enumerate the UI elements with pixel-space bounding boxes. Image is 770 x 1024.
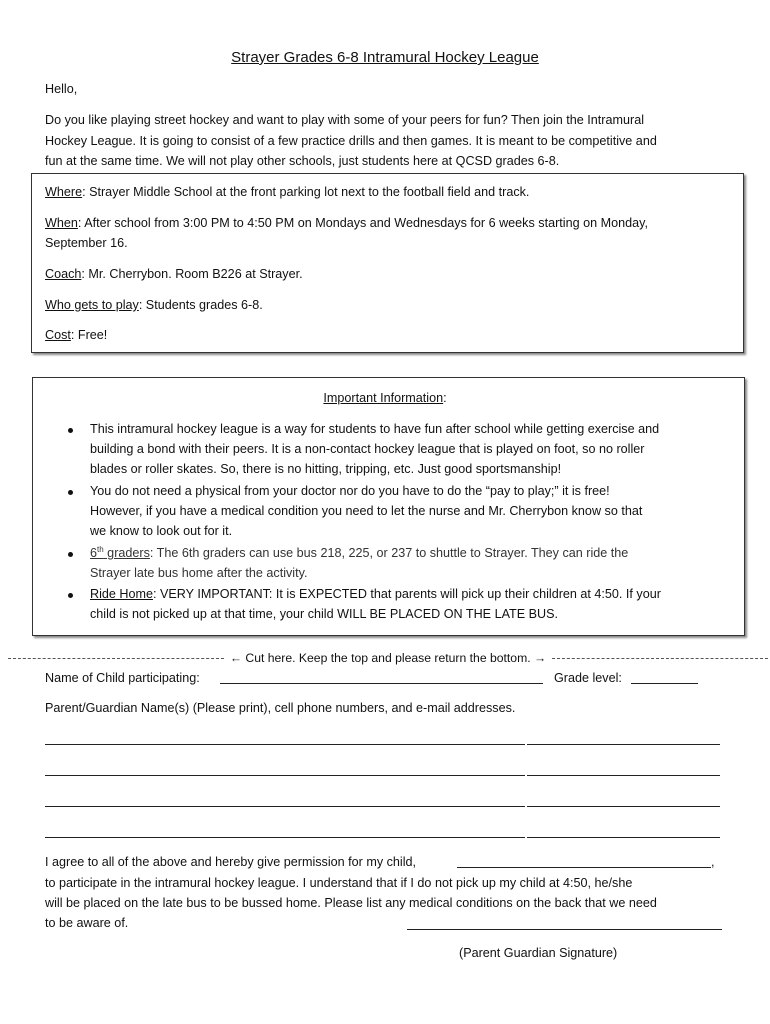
where-text: : Strayer Middle School at the front parking lot next to the football field and track.: [82, 185, 530, 199]
when-text: : After school from 3:00 PM to 4:50 PM on Mondays and Wednesdays for 6 weeks starting on Monday,: [77, 216, 648, 230]
signature-field[interactable]: [407, 929, 722, 930]
agreement-line: to participate in the intramural hockey league. I understand that if I do not pick up my child at 4:50, he/she: [45, 876, 633, 890]
parent-contact-field[interactable]: [527, 837, 720, 838]
document-title: Strayer Grades 6-8 Intramural Hockey League: [231, 49, 539, 66]
grade-level-label: Grade level:: [554, 671, 622, 685]
agreement-comma: ,: [711, 855, 715, 869]
ride-home-label: Ride Home: [90, 587, 153, 601]
bullet-text: You do not need a physical from your doctor nor do you have to do the “pay to play;” it is free!: [90, 484, 610, 498]
who-text: : Students grades 6-8.: [138, 298, 263, 312]
agreement-line: I agree to all of the above and hereby give permission for my child,: [45, 855, 417, 869]
sixth-graders-label: 6th graders: [90, 545, 150, 561]
cost-label: Cost: [45, 328, 71, 342]
cost-line: [45, 328, 107, 342]
child-name-field[interactable]: [220, 683, 543, 684]
agreement-line: to be aware of.: [45, 916, 129, 930]
bullet-text: Strayer late bus home after the activity.: [90, 566, 308, 580]
greeting: Hello,: [45, 82, 78, 96]
coach-text: : Mr. Cherrybon. Room B226 at Strayer.: [81, 267, 303, 281]
bullet-text: This intramural hockey league is a way for students to have fun after school while getting exercise and: [90, 422, 660, 436]
dashed-divider: [8, 658, 224, 659]
where-label: Where: [45, 185, 83, 199]
bullet-icon: [68, 428, 73, 433]
when-label: When: [45, 216, 78, 230]
cost-text: : Free!: [70, 328, 108, 342]
agreement-line: will be placed on the late bus to be bussed home. Please list any medical conditions on the back that we need: [45, 896, 657, 910]
parent-contact-field[interactable]: [527, 744, 720, 745]
bullet-icon: [68, 552, 73, 557]
bullet-text: Ride Home: VERY IMPORTANT: It is EXPECTED that parents will pick up their children at 4:50. If your: [90, 587, 661, 601]
parent-info-label: Parent/Guardian Name(s) (Please print), cell phone numbers, and e-mail addresses.: [45, 701, 516, 715]
coach-label: Coach: [45, 267, 82, 281]
bullet-icon: [68, 490, 73, 495]
coach-line: [45, 267, 303, 281]
bullet-text: blades or roller skates. So, there is no hitting, tripping, etc. Just good sportsmanship!: [90, 462, 562, 476]
bullet-text: 6th graders: The 6th graders can use bus 218, 225, or 237 to shuttle to Strayer. They can ride the: [90, 545, 629, 561]
intro-line: Hockey League. It is going to consist of a few practice drills and then games. It is meant to be competitive and: [45, 134, 657, 148]
bullet-text: building a bond with their peers. It is a non-contact hockey league that is played on foot, so no roller: [90, 442, 645, 456]
details-box: [31, 173, 744, 353]
who-label: Who gets to play: [45, 298, 139, 312]
child-name-label: Name of Child participating:: [45, 671, 200, 685]
parent-name-field[interactable]: [45, 744, 525, 745]
parent-contact-field[interactable]: [527, 775, 720, 776]
parent-name-field[interactable]: [45, 806, 525, 807]
bullet-icon: [68, 593, 73, 598]
bullet-text: we know to look out for it.: [90, 524, 233, 538]
cut-line: [8, 649, 768, 667]
when-line: [45, 216, 648, 230]
child-permission-field[interactable]: [457, 867, 711, 868]
grade-level-field[interactable]: [631, 683, 698, 684]
parent-contact-field[interactable]: [527, 806, 720, 807]
when-line-2: September 16.: [45, 236, 128, 250]
parent-name-field[interactable]: [45, 775, 525, 776]
where-line: [45, 185, 529, 199]
bullet-text: child is not picked up at that time, your child WILL BE PLACED ON THE LATE BUS.: [90, 607, 559, 621]
signature-caption: (Parent Guardian Signature): [459, 946, 618, 960]
parent-name-field[interactable]: [45, 837, 525, 838]
important-heading: Important Information:: [323, 391, 447, 405]
intro-line: Do you like playing street hockey and want to play with some of your peers for fun? Then join the Intramural: [45, 113, 644, 127]
who-line: [45, 298, 263, 312]
cut-instruction: ← Cut here. Keep the top and please return the bottom. →: [229, 651, 547, 665]
intro-line: fun at the same time. We will not play other schools, just students here at QCSD grades 6-8.: [45, 154, 560, 168]
dashed-divider: [552, 658, 768, 659]
bullet-text: However, if you have a medical condition you need to let the nurse and Mr. Cherrybon know so that: [90, 504, 643, 518]
